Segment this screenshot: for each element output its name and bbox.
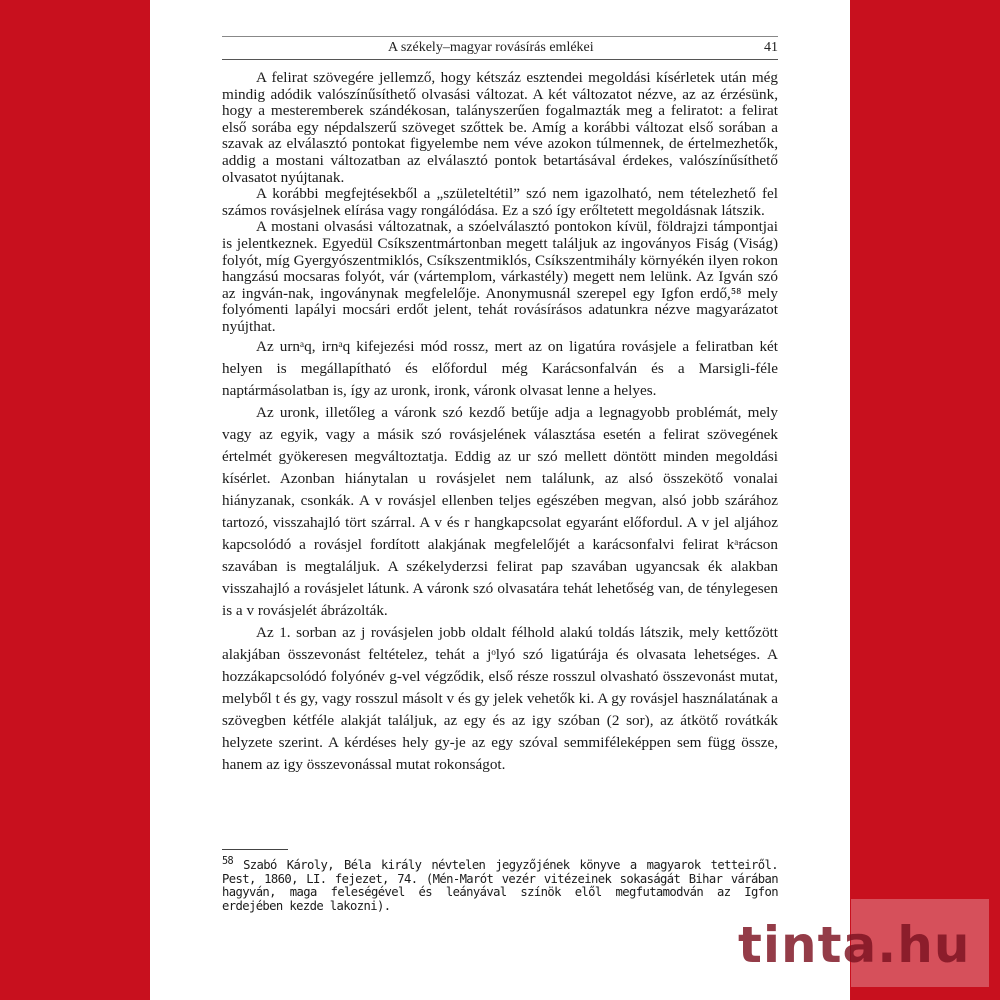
page-number: 41 (764, 40, 778, 55)
paragraph: A felirat szövegére jellemző, hogy kétszáz esztendei megoldási kísérletek után még mindig adódik valószínűsíthető olvasási változat. A két változatot nézve, az az érzésünk, hogy a mesteremberek szándékosan, talányszerűen fogalmazták meg a feliratot: a felirat első sorába egy népdalszerű szöveget szőttek be. Amíg a korábbi változat első sorában a szavak az elválasztó pontokat figyelembe nem véve azokon túlmennek, de értelmezhetők, addig a mostani változatban az elválasztó pontok betartásával érdekes, valószínűsíthető olvasatot nyújtanak. (222, 69, 778, 186)
footnote-divider (222, 849, 288, 850)
footnote-number: 58 (222, 856, 234, 867)
paragraph: Az uronk, illetőleg a váronk szó kezdő betűje adja a legnagyobb problémát, mely vagy az egyik, vagy a másik szó rovásjelének választása esetén a felirat szövegének értelmét gyökeresen megváltoztatja. Eddig az ur szó mellett döntött minden megoldási kísérlet. Azonban hiánytalan u rovásjelet nem találunk, az alsó összekötő vonalai hiányzanak, csonkák. A v rovásjel ellenben teljes egészében megvan, alsó jobb szárához tartozó, visszahajló tört szárral. A v és r hangkapcsolat egyaránt előfordul. A v jel aljához kapcsolódó a rovásjel fordított alakjának megfelelőjét a karácsonfalvi felirat kᵃrácson szavában is megtaláljuk. A székelyderzsi felirat pap szavában ugyancsak ék alakban visszahajló a rovásjelet látunk. A váronk szó olvasatára tehát lehetőség van, de ténylegesen is a v rovásjelét ábrázolták. (222, 403, 778, 619)
footnote-text: Szabó Károly, Béla király névtelen jegyzőjének könyve a magyarok tetteiről. Pest, 1860, LI. fejezet, 74. (Mén-Marót vezér vitézeinek sokaságát Bihar várában hagyván, maga feleségével és leányával színök elől megfutamodván az Igfon erdejében kezde lakozni). (222, 858, 778, 913)
paragraph: A korábbi megfejtésekből a „születeltétil” szó nem igazolható, nem tételezhető fel számos rovásjelnek elírása vagy rongálódása. Ez a szó így erőltetett megoldásnak látszik. (222, 185, 778, 219)
paragraph: A mostani olvasási változatnak, a szóelválasztó pontokon kívül, földrajzi támpontjai is jelentkeznek. Egyedül Csíkszentmártonban megett találjuk az ingoványos Fiság (Viság) folyót, míg Gyergyószentmiklós, Csíkszentmiklós, Csíkszentmihály környékén ilyen rokon hangzású mocsaras folyót, vár (vártemplom, várkastély) megett nem lelünk. Az Igván szó az ingván-nak, ingoványnak megfelelője. Anonymusnál szerepel egy Igfon erdő,⁵⁸ mely folyómenti lapályi mocsári erdőt jelent, tehát rovásírásos adatunkra nézve magyarázatot nyújthat. (222, 218, 778, 335)
book-page (150, 0, 850, 1000)
body-text (222, 70, 778, 776)
running-header (222, 36, 778, 60)
footnote (222, 855, 778, 913)
running-title: A székely–magyar rovásírás emlékei (388, 40, 594, 55)
watermark-logo: tinta.hu (738, 916, 971, 974)
paragraph: Az 1. sorban az j rovásjelen jobb oldalt félhold alakú toldás látszik, mely kettőzött alakjában összevonást feltételez, tehát a jᵒlyó szó ligatúrája és olvasata lehetséges. A hozzákapcsolódó folyónév g-vel végződik, első része rosszul olvasható összevonást mutat, melyből t és gy, vagy rosszul másolt v és gy jelek vehetők ki. A gy rovásjel használatának a szövegben kétféle alakját találjuk, az egy és az igy szóban (2 sor), az átkötő rovátkák helyzete szerint. A kérdéses hely gy-je az egy szóval semmiféleképpen sem függ össze, hanem az igy összevonással mutat rokonságot. (222, 623, 778, 773)
paragraph: Az urnᵃq, irnᵃq kifejezési mód rossz, mert az on ligatúra rovásjele a feliratban két helyen is megállapítható és előfordul még Karácsonfalván és a Marsigli-féle naptármásolatban is, így az uronk, ironk, váronk olvasat lenne a helyes. (222, 337, 778, 399)
